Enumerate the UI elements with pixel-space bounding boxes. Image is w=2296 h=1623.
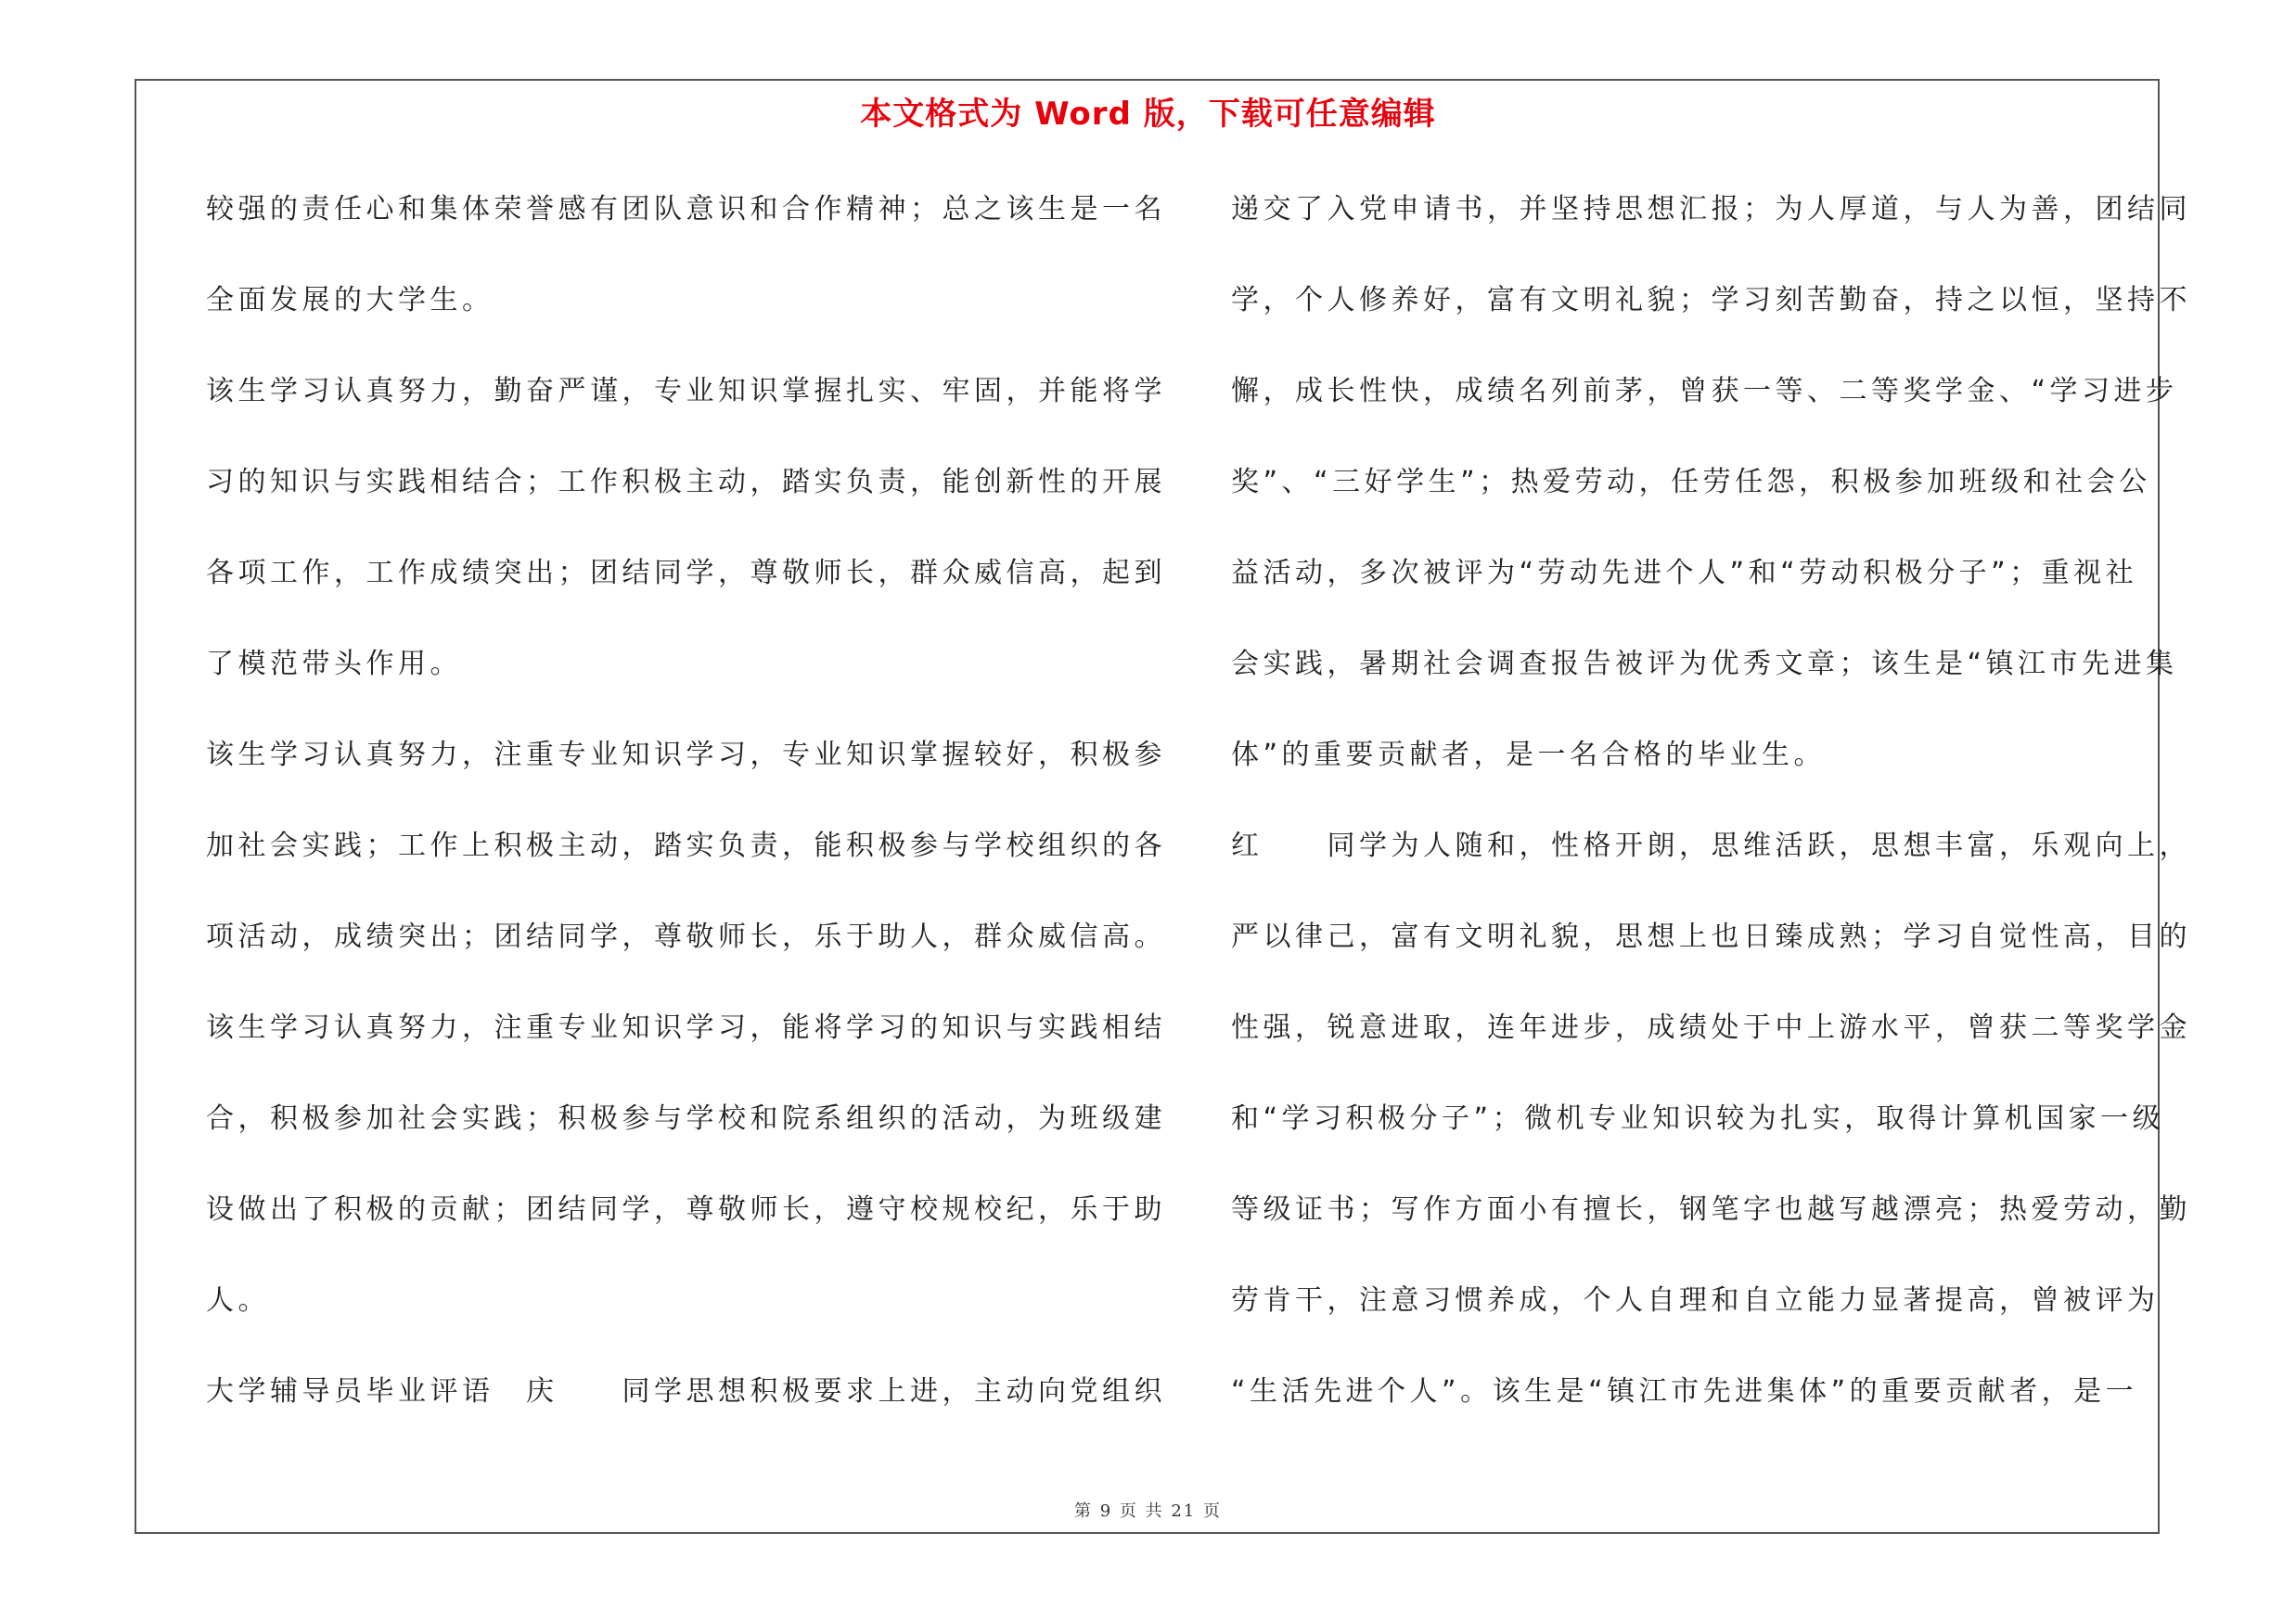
text-line: 红 同学为人随和，性格开朗，思维活跃，思想丰富，乐观向上， bbox=[1231, 830, 2191, 862]
text-line: 各项工作，工作成绩突出；团结同学，尊敬师长，群众威信高，起到 bbox=[206, 557, 1166, 589]
text-line: 性强，锐意进取，连年进步，成绩处于中上游水平，曾获二等奖学金 bbox=[1231, 1011, 2191, 1044]
text-line: 该生学习认真努力，勤奋严谨，专业知识掌握扎实、牢固，并能将学 bbox=[206, 375, 1166, 407]
text-line: 习的知识与实践相结合；工作积极主动，踏实负责，能创新性的开展 bbox=[206, 466, 1166, 498]
text-line: 学，个人修养好，富有文明礼貌；学习刻苦勤奋，持之以恒，坚持不 bbox=[1231, 284, 2191, 316]
text-line: 益活动，多次被评为“劳动先进个人”和“劳动积极分子”；重视社 bbox=[1231, 557, 2138, 589]
text-line: 会实践，暑期社会调查报告被评为优秀文章；该生是“镇江市先进集 bbox=[1231, 648, 2178, 680]
text-line: 奖”、“三好学生”；热爱劳动，任劳任怨，积极参加班级和社会公 bbox=[1231, 466, 2151, 498]
right-column bbox=[1231, 182, 2191, 1455]
page-number-footer: 第 9 页 共 21 页 bbox=[1074, 1501, 1222, 1521]
text-line: 了模范带头作用。 bbox=[206, 648, 462, 680]
text-line: 递交了入党申请书，并坚持思想汇报；为人厚道，与人为善，团结同 bbox=[1231, 193, 2191, 225]
text-line: 人。 bbox=[206, 1284, 270, 1317]
text-line: “生活先进个人”。该生是“镇江市先进集体”的重要贡献者，是一 bbox=[1231, 1375, 2138, 1408]
text-line: 设做出了积极的贡献；团结同学，尊敬师长，遵守校规校纪，乐于助 bbox=[206, 1193, 1166, 1226]
text-line: 加社会实践；工作上积极主动，踏实负责，能积极参与学校组织的各 bbox=[206, 830, 1166, 862]
format-banner: 本文格式为 Word 版，下载可任意编辑 bbox=[860, 96, 1436, 133]
text-line: 项活动，成绩突出；团结同学，尊敬师长，乐于助人，群众威信高。 bbox=[206, 921, 1166, 953]
text-line: 严以律己，富有文明礼貌，思想上也日臻成熟；学习自觉性高，目的 bbox=[1231, 921, 2191, 953]
text-line: 较强的责任心和集体荣誉感有团队意识和合作精神；总之该生是一名 bbox=[206, 193, 1166, 225]
text-line: 大学辅导员毕业评语 庆 同学思想积极要求上进，主动向党组织 bbox=[206, 1375, 1166, 1408]
text-line: 该生学习认真努力，注重专业知识学习，专业知识掌握较好，积极参 bbox=[206, 739, 1166, 771]
text-line: 全面发展的大学生。 bbox=[206, 284, 494, 316]
text-line: 体”的重要贡献者，是一名合格的毕业生。 bbox=[1231, 739, 1827, 771]
left-column bbox=[206, 182, 1166, 1455]
text-line: 合，积极参加社会实践；积极参与学校和院系组织的活动，为班级建 bbox=[206, 1102, 1166, 1135]
text-line: 懈，成长性快，成绩名列前茅，曾获一等、二等奖学金、“学习进步 bbox=[1231, 375, 2178, 407]
text-line: 等级证书；写作方面小有擅长，钢笔字也越写越漂亮；热爱劳动，勤 bbox=[1231, 1193, 2191, 1226]
text-line: 该生学习认真努力，注重专业知识学习，能将学习的知识与实践相结 bbox=[206, 1011, 1166, 1044]
text-line: 劳肯干，注意习惯养成，个人自理和自立能力显著提高，曾被评为 bbox=[1231, 1284, 2160, 1317]
text-line: 和“学习积极分子”；微机专业知识较为扎实，取得计算机国家一级 bbox=[1231, 1102, 2165, 1135]
